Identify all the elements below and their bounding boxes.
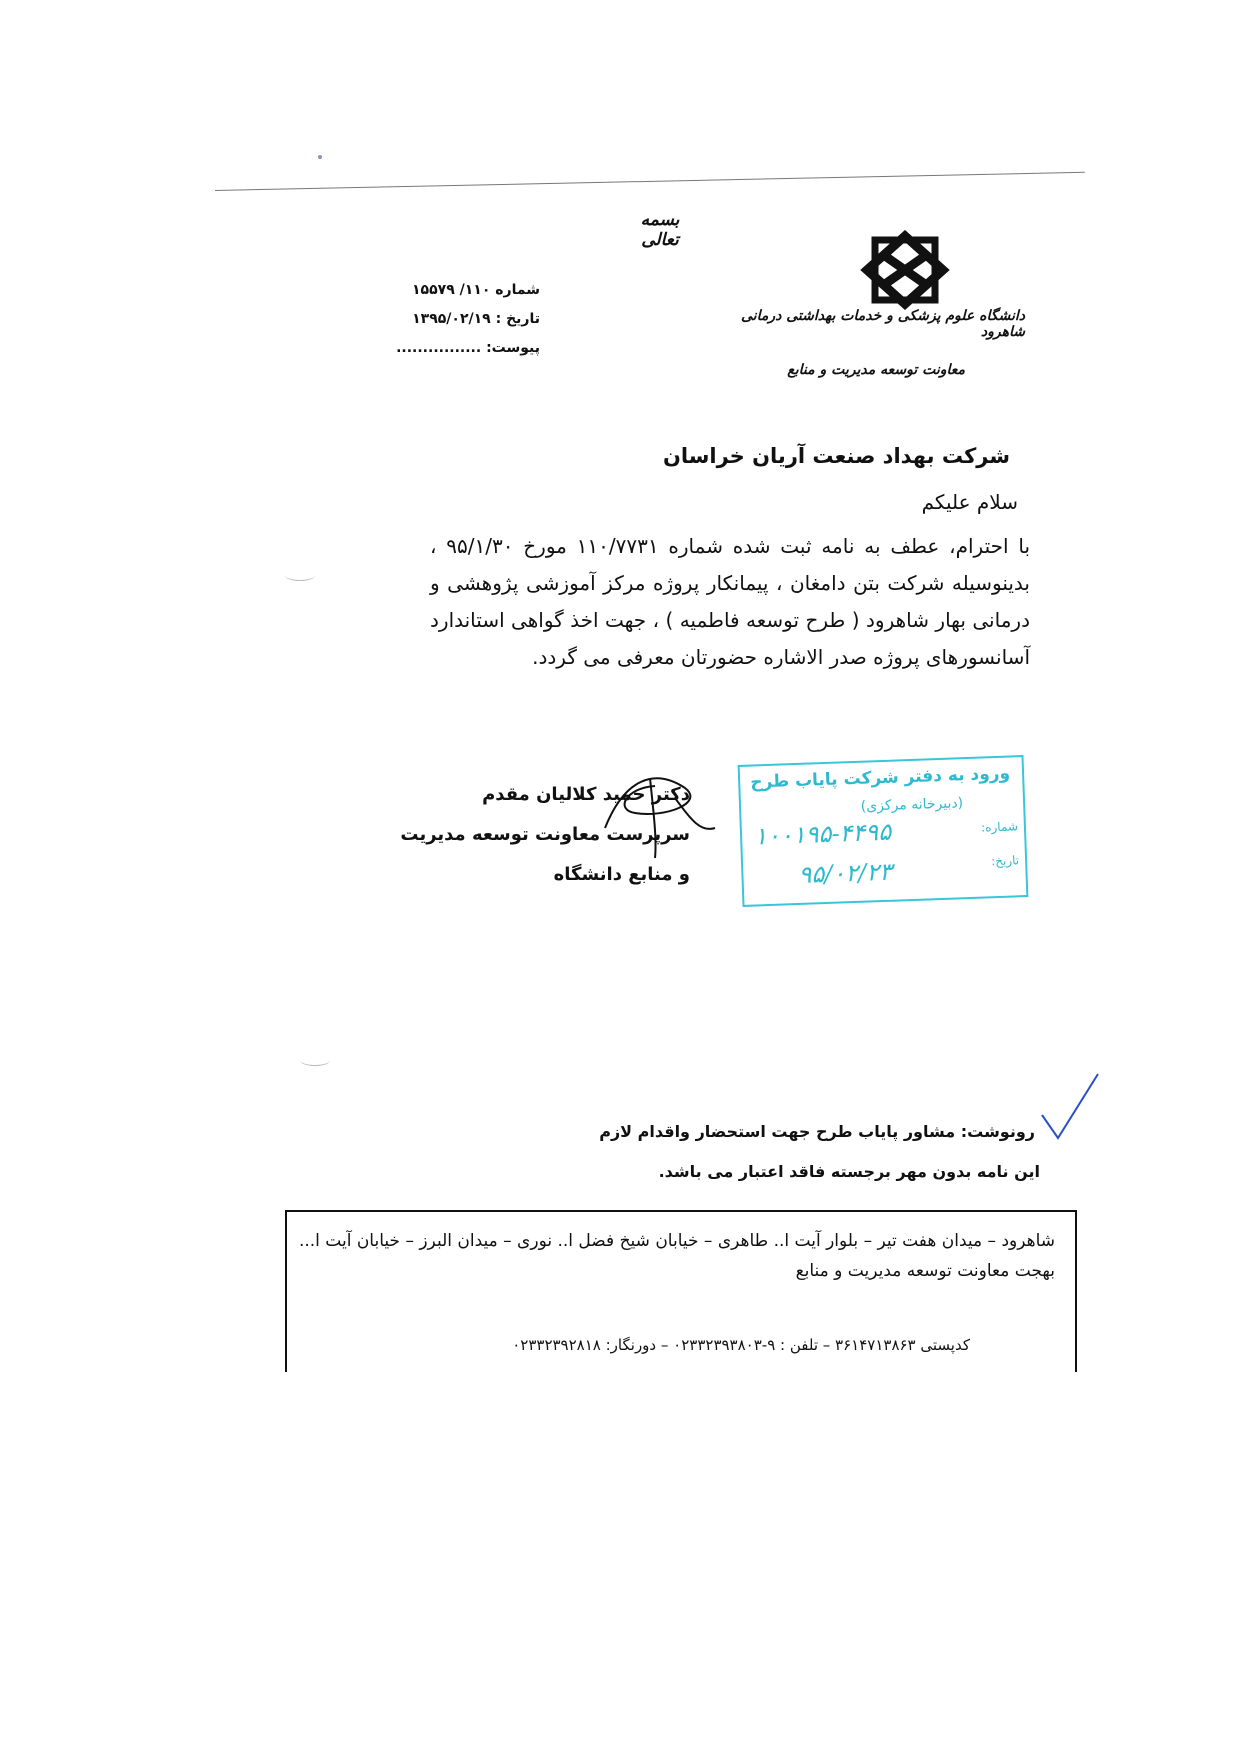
signer-name: دکتر حمید کلالیان مقدم (482, 784, 690, 805)
stamp-number-value: ۱۰۰۱۹۵-۴۴۹۵ (753, 817, 892, 851)
scan-speck (318, 155, 322, 159)
stamp-date-label: تاریخ: (990, 853, 1020, 869)
signer-title: سرپرست معاونت توسعه مدیریت (400, 824, 690, 845)
greeting: سلام علیکم (921, 490, 1018, 514)
carbon-copy-note: رونوشت: مشاور پایاب طرح جهت استحضار واقدام لازم (599, 1122, 1035, 1141)
letter-attachment (370, 334, 540, 363)
address-box (285, 1210, 1077, 1372)
handwritten-signature-icon (595, 758, 725, 868)
address-text: شاهرود – میدان هفت تیر – بلوار آیت ا.. طاهری – خیابان شیخ فضل ا.. نوری – میدان البرز – خیابان آیت ا... بهجت معاونت توسعه مدیریت و منابع (298, 1231, 1055, 1281)
stamp-date-value: ۹۵/۰۲/۲۳ (797, 857, 893, 889)
letter-number-label: شماره (495, 282, 540, 298)
recipient: شرکت بهداد صنعت آریان خراسان (662, 444, 1010, 468)
stamp-subtitle: (دبیرخانه مرکزی) (860, 795, 964, 815)
letter-date (370, 305, 540, 334)
letter-date-label: تاریخ : (495, 311, 540, 327)
university-name: دانشگاه علوم پزشکی و خدمات بهداشتی درمانی شاهرود (741, 308, 1025, 340)
checkmark-icon (1040, 1070, 1100, 1145)
top-rule (215, 172, 1085, 191)
received-stamp (738, 755, 1029, 907)
letter-number (370, 276, 540, 305)
letter-body: با احترام، عطف به نامه ثبت شده شماره ۱۱۰/۷۷۳۱ مورخ ۹۵/۱/۳۰ ، بدینوسیله شرکت بتن دامغان ، پیمانکار پروژه مرکز آموزشی پژوهشی و درمانی بهار شاهرود ( طرح توسعه فاطمیه ) ، جهت اخذ گواهی استاندارد آسانسورهای پروژه صدر الاشاره حضورتان معرفی می گردد. (430, 534, 1031, 669)
department-name: معاونت توسعه مدیریت و منابع (787, 362, 965, 378)
letter-attachment-label: پیوست: (486, 340, 540, 356)
letter-meta (370, 276, 540, 363)
validity-note: این نامه بدون مهر برجسته فاقد اعتبار می باشد. (658, 1162, 1040, 1181)
letter-date-value: ۱۳۹۵/۰۲/۱۹ (412, 311, 491, 327)
contact-text: کدپستی ۳۶۱۴۷۱۳۸۶۳ – تلفن : ۹-۰۲۳۳۲۳۹۳۸۰۳ – دورنگار: ۰۲۳۳۲۳۹۲۸۱۸ (512, 1336, 970, 1354)
letter-attachment-value: ................ (396, 340, 482, 356)
stamp-title: ورود به دفتر شرکت پایاب طرح (749, 763, 1011, 793)
letter-number-value: ۱۱۰/ ۱۵۵۷۹ (412, 282, 491, 298)
scan-mark (285, 570, 315, 581)
stamp-number-label: شماره: (980, 819, 1019, 835)
university-logo-icon (855, 230, 955, 310)
bismillah: بسمه تعالی (640, 210, 680, 250)
signer-org: و منابع دانشگاه (553, 864, 690, 885)
scan-mark (300, 1055, 330, 1066)
